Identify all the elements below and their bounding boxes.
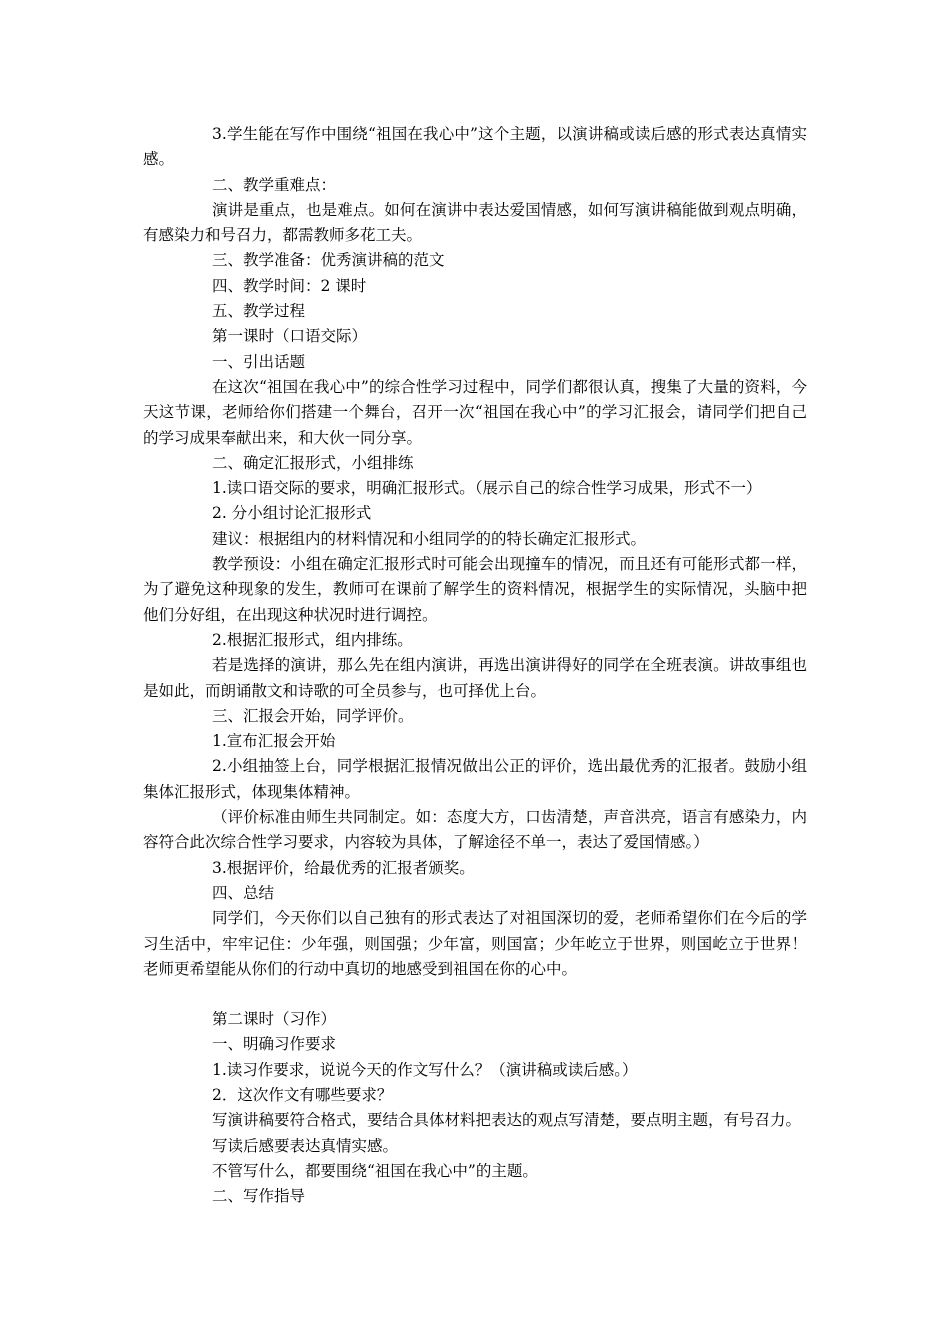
paragraph-announce: 1.宣布汇报会开始 bbox=[212, 732, 336, 751]
heading-report-form: 二、确定汇报形式，小组排练 bbox=[212, 453, 414, 472]
paragraph-speech-format: 写演讲稿要符合格式，要结合具体材料把表达的观点写清楚，要点明主题，有号召力。 bbox=[212, 1111, 802, 1130]
heading-lesson-2: 第二课时（习作） bbox=[212, 1010, 337, 1029]
blank-line bbox=[143, 982, 807, 1007]
heading-teaching-time: 四、教学时间：2 课时 bbox=[212, 276, 367, 295]
paragraph-writing-req-1: 1.读习作要求，说说今天的作文写什么？（演讲稿或读后感。） bbox=[212, 1060, 638, 1079]
heading-preparation: 三、教学准备：优秀演讲稿的范文 bbox=[212, 251, 445, 270]
heading-report-start: 三、汇报会开始，同学评价。 bbox=[212, 706, 414, 725]
paragraph-report-step-1: 1.读口语交际的要求，明确汇报形式。（展示自己的综合性学习成果，形式不一） bbox=[212, 479, 762, 498]
heading-lesson-1: 第一课时（口语交际） bbox=[212, 327, 368, 346]
paragraph-key-difficulties: 演讲是重点，也是难点。如何在演讲中表达爱国情感，如何写演讲稿能做到观点明确，有感染力和号召力，都需教师多花工夫。 bbox=[143, 200, 807, 245]
paragraph-report-step-2: 2. 分小组讨论汇报形式 bbox=[212, 504, 372, 523]
paragraph-suggestion: 建议：根据组内的材料情况和小组同学的的特长确定汇报形式。 bbox=[212, 529, 647, 548]
heading-summary: 四、总结 bbox=[212, 883, 275, 902]
heading-teaching-process: 五、教学过程 bbox=[212, 302, 306, 321]
paragraph-objective-3: 3.学生能在写作中围绕“祖国在我心中”这个主题，以演讲稿或读后感的形式表达真情实感。 bbox=[143, 125, 807, 169]
heading-writing-requirements: 一、明确习作要求 bbox=[212, 1035, 337, 1054]
document-body bbox=[143, 122, 807, 1209]
paragraph-draw-lots: 2.小组抽签上台，同学根据汇报情况做出公正的评价，选出最优秀的汇报者。鼓励小组集体汇报形式，体现集体精神。 bbox=[143, 757, 807, 801]
paragraph-introduce-topic: 在这次“祖国在我心中”的综合性学习过程中，同学们都很认真，搜集了大量的资料，今天这节课，老师给你们搭建一个舞台，召开一次“祖国在我心中”的学习汇报会，请同学们把自己的学习成果奉献出来，和大伙一同分享。 bbox=[143, 377, 807, 447]
heading-key-difficulties: 二、教学重难点： bbox=[212, 175, 337, 194]
heading-introduce-topic: 一、引出话题 bbox=[212, 352, 306, 371]
paragraph-teaching-preset: 教学预设：小组在确定汇报形式时可能会出现撞车的情况，而且还有可能形式都一样，为了避免这种现象的发生，教师可在课前了解学生的资料情况，根据学生的实际情况，头脑中把他们分好组，在出现这种状况时进行调控。 bbox=[143, 555, 807, 624]
paragraph-writing-req-2: 2．这次作文有哪些要求？ bbox=[212, 1085, 393, 1104]
paragraph-evaluation-criteria: （评价标准由师生共同制定。如：态度大方，口齿清楚，声音洪亮，语言有感染力，内容符合此次综合性学习要求，内容较为具体，了解途径不单一，表达了爱国情感。） bbox=[143, 808, 807, 852]
paragraph-speech-choice: 若是选择的演讲，那么先在组内演讲，再选出演讲得好的同学在全班表演。讲故事组也是如此，而朗诵散文和诗歌的可全员参与，也可择优上台。 bbox=[143, 656, 807, 700]
paragraph-award: 3.根据评价，给最优秀的汇报者颁奖。 bbox=[212, 858, 475, 877]
paragraph-rehearse: 2.根据汇报形式，组内排练。 bbox=[212, 630, 413, 649]
heading-writing-guidance: 二、写作指导 bbox=[212, 1187, 306, 1206]
paragraph-theme: 不管写什么，都要围绕“祖国在我心中”的主题。 bbox=[212, 1161, 538, 1180]
paragraph-reflection: 写读后感要表达真情实感。 bbox=[212, 1136, 399, 1155]
paragraph-summary: 同学们，今天你们以自己独有的形式表达了对祖国深切的爱，老师希望你们在今后的学习生活中，牢牢记住：少年强，则国强；少年富，则国富；少年屹立于世界，则国屹立于世界！老师更希望能从你们的行动中真切的地感受到祖国在你的心中。 bbox=[143, 909, 807, 978]
